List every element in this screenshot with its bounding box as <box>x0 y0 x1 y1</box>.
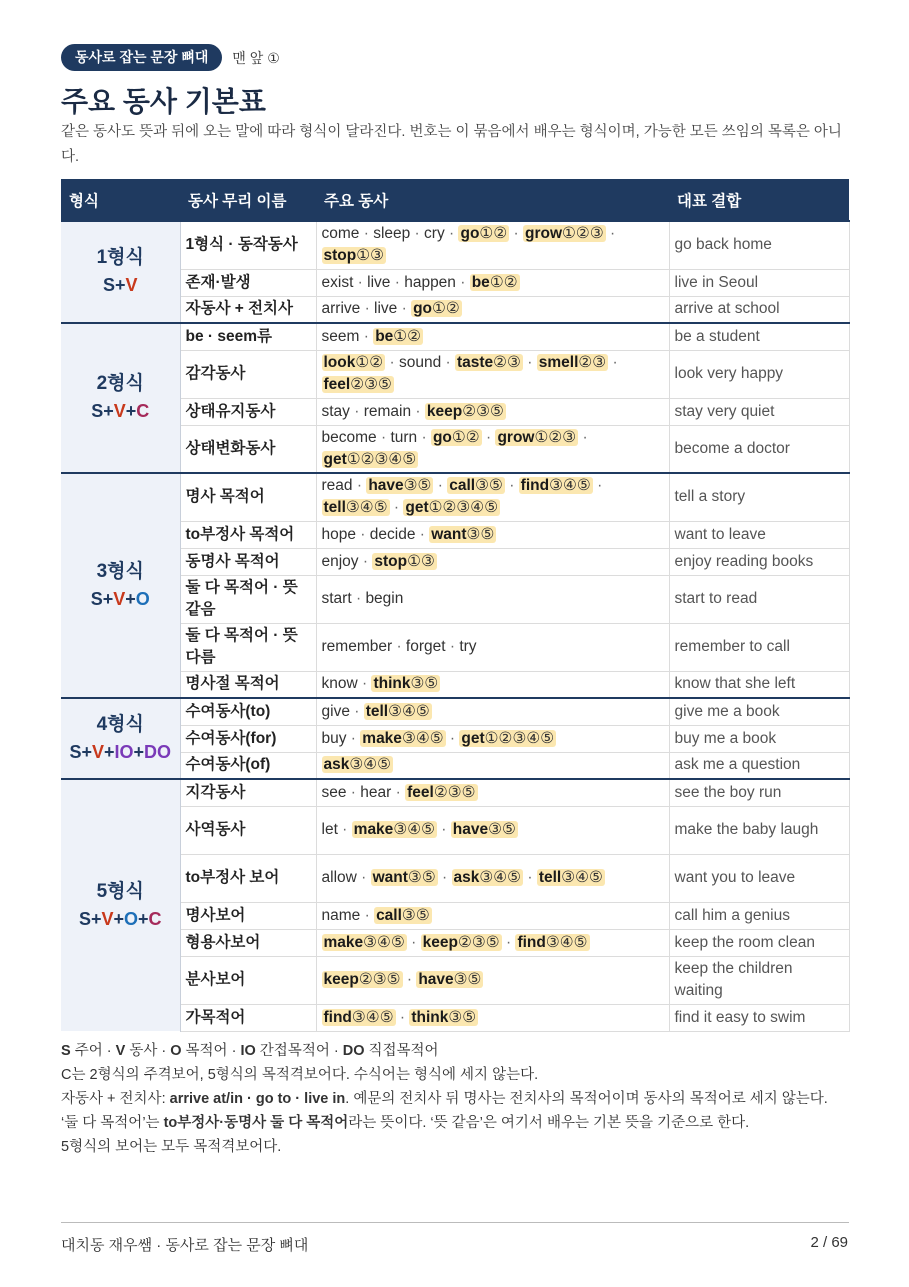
pattern-part: S <box>90 588 103 609</box>
example-phrase: enjoy reading books <box>669 548 849 575</box>
table-row <box>61 854 849 902</box>
pattern-part: + <box>81 741 92 762</box>
form-pattern <box>66 905 175 933</box>
verbs-cell: seem · be①② <box>316 323 669 350</box>
verb: come <box>321 225 360 243</box>
verbs-cell: keep②③⑤ · have③⑤ <box>316 956 669 1004</box>
example-phrase: start to read <box>669 575 849 623</box>
verb-table <box>61 179 850 1032</box>
form-cell <box>61 779 180 1031</box>
key-verb: keep②③⑤ <box>426 402 504 420</box>
table-row <box>61 725 849 752</box>
header-form: 형식 <box>61 179 180 221</box>
key-verb: go①② <box>460 225 508 243</box>
verbs-cell: know · think③⑤ <box>316 671 669 698</box>
key-verb: look①② <box>323 354 384 371</box>
notes-line3: 자동사 + 전치사: arrive at/in · go to · live in. 예문의 전치사 뒤 명사는 전치사의 목적어이며 동사의 목적어로 세지 않는다. <box>61 1091 828 1107</box>
key-verb: be①② <box>471 273 518 291</box>
verb: read <box>321 477 353 495</box>
form-cell <box>61 698 180 779</box>
verb: hope <box>321 525 356 543</box>
table-row <box>61 929 849 956</box>
verb: turn <box>390 428 418 446</box>
pattern-part: + <box>102 588 114 609</box>
verbs-cell: see · hear · feel②③⑤ <box>316 779 669 806</box>
key-verb: think③⑤ <box>373 675 439 693</box>
pattern-part: S <box>91 401 104 421</box>
verb: happen <box>404 273 456 291</box>
group-name: 명사절 목적어 <box>180 671 316 698</box>
example-phrase: live in Seoul <box>669 269 849 296</box>
example-phrase: look very happy <box>669 350 849 398</box>
verb: let <box>321 821 338 838</box>
verb: forget <box>405 638 446 655</box>
group-name: be · seem류 <box>180 323 316 350</box>
verb: seem <box>321 327 360 345</box>
verbs-cell: make③④⑤ · keep②③⑤ · find③④⑤ <box>316 929 669 956</box>
verbs-cell: allow · want③⑤ · ask③④⑤ · tell③④⑤ <box>316 854 669 902</box>
pattern-part: V <box>91 741 104 762</box>
example-phrase: want you to leave <box>669 854 849 902</box>
pattern-part: + <box>125 401 137 421</box>
example-phrase: see the boy run <box>669 779 849 806</box>
pattern-part: S <box>102 275 115 295</box>
table-header-row <box>61 179 849 221</box>
verb: decide <box>369 525 416 543</box>
table-row <box>61 806 849 854</box>
example-phrase: make the baby laugh <box>669 806 849 854</box>
key-verb: tell③④⑤ <box>365 702 430 720</box>
group-name: 둘 다 목적어 · 뜻 다름 <box>180 623 316 671</box>
verb: enjoy <box>321 552 359 570</box>
key-verb: keep②③⑤ <box>323 971 401 988</box>
example-phrase: give me a book <box>669 698 849 725</box>
verb: live <box>367 273 391 291</box>
key-verb: go①② <box>413 300 460 318</box>
form-cell <box>61 473 180 698</box>
table-row <box>61 425 849 473</box>
verb: give <box>321 702 350 720</box>
verbs-cell: arrive · live · go①② <box>316 296 669 323</box>
form-name: 2형식 <box>96 373 144 394</box>
form-name: 3형식 <box>96 560 144 582</box>
key-verb: call③⑤ <box>449 477 503 495</box>
table-row <box>61 269 849 296</box>
table-body <box>61 221 849 1031</box>
table-row <box>61 779 849 806</box>
example-phrase: ask me a question <box>669 752 849 779</box>
group-name: 사역동사 <box>180 806 316 854</box>
table-row <box>61 575 849 623</box>
verbs-cell: remember · forget · try <box>316 623 669 671</box>
table-row <box>61 956 849 1004</box>
pattern-part: + <box>90 908 102 929</box>
verbs-cell: come · sleep · cry · go①② · grow①②③ · stop①③ <box>316 221 669 269</box>
key-verb: ask③④⑤ <box>453 869 522 886</box>
verb: buy <box>321 729 347 747</box>
key-verb: find③④⑤ <box>517 933 588 951</box>
pattern-part: + <box>138 908 149 929</box>
key-verb: go①② <box>432 428 480 446</box>
example-phrase: arrive at school <box>669 296 849 323</box>
verb: know <box>321 675 358 693</box>
form-cell <box>61 323 180 473</box>
key-verb: smell②③ <box>538 354 607 371</box>
verb: see <box>321 783 347 801</box>
key-verb: make③④⑤ <box>353 821 435 838</box>
table-row <box>61 752 849 779</box>
key-verb: make③④⑤ <box>362 729 444 747</box>
verbs-cell: give · tell③④⑤ <box>316 698 669 725</box>
verb: remember <box>321 638 393 655</box>
verb: allow <box>321 869 357 886</box>
form-pattern <box>66 397 175 425</box>
pattern-part: + <box>133 741 145 762</box>
group-name: 상태유지동사 <box>180 398 316 425</box>
example-phrase: want to leave <box>669 521 849 548</box>
example-phrase: call him a genius <box>669 902 849 929</box>
group-name: 지각동사 <box>180 779 316 806</box>
table-row <box>61 902 849 929</box>
key-verb: want③⑤ <box>431 525 495 543</box>
pattern-part: + <box>103 401 114 421</box>
verbs-cell: enjoy · stop①③ <box>316 548 669 575</box>
key-verb: stop①③ <box>323 247 385 265</box>
form-pattern <box>66 585 175 613</box>
example-phrase: go back home <box>669 221 849 269</box>
pattern-part: + <box>125 588 136 609</box>
key-verb: have③⑤ <box>418 971 482 988</box>
key-verb: keep②③⑤ <box>422 933 500 951</box>
notes-legend: S 주어 · V 동사 · O 목적어 · IO 간접목적어 · DO 직접목적어 <box>61 1043 439 1059</box>
verb: live <box>374 300 398 318</box>
verbs-cell: name · call③⑤ <box>316 902 669 929</box>
footer-title: 대치동 재우쌤 · 동사로 잡는 문장 뼈대 <box>61 1237 309 1254</box>
group-name: 가목적어 <box>180 1004 316 1031</box>
key-verb: feel②③⑤ <box>323 376 392 393</box>
table-row <box>61 473 849 521</box>
table-row <box>61 398 849 425</box>
group-name: 자동사 + 전치사 <box>180 296 316 323</box>
key-verb: get①②③④⑤ <box>461 729 555 747</box>
pattern-part: O <box>124 908 139 929</box>
form-pattern <box>66 271 175 299</box>
pattern-part: + <box>104 741 115 762</box>
example-phrase: be a student <box>669 323 849 350</box>
verbs-cell: start · begin <box>316 575 669 623</box>
pattern-part: V <box>113 588 126 609</box>
key-verb: get①②③④⑤ <box>323 450 417 468</box>
verb: sleep <box>373 225 411 243</box>
pattern-part: DO <box>144 741 172 762</box>
form-name: 4형식 <box>96 713 144 735</box>
key-verb: grow①②③ <box>497 428 577 446</box>
table-row <box>61 296 849 323</box>
example-phrase: buy me a book <box>669 725 849 752</box>
table-row <box>61 1004 849 1031</box>
verbs-cell: stay · remain · keep②③⑤ <box>316 398 669 425</box>
page-description: 같은 동사도 뜻과 뒤에 오는 말에 따라 형식이 달라진다. 번호는 이 묶음에서 배우는 형식이며, 가능한 모든 쓰임의 목록은 아니다. <box>61 124 842 165</box>
page-number: 2 / 69 <box>810 1234 848 1251</box>
group-name: 수여동사(for) <box>180 725 316 752</box>
example-phrase: keep the room clean <box>669 929 849 956</box>
group-name: 명사 목적어 <box>180 473 316 521</box>
verb: arrive <box>321 300 361 318</box>
key-verb: tell③④⑤ <box>323 499 388 517</box>
table-row <box>61 548 849 575</box>
key-verb: have③⑤ <box>368 477 432 495</box>
page-title: 주요 동사 기본표 <box>61 86 266 117</box>
page-header <box>61 44 280 71</box>
verbs-cell <box>316 752 669 779</box>
verb: cry <box>424 225 445 243</box>
group-name: 1형식 · 동작동사 <box>180 221 316 269</box>
key-verb: make③④⑤ <box>323 933 405 951</box>
header-verbs: 주요 동사 <box>316 179 669 221</box>
verbs-cell: find③④⑤ · think③⑤ <box>316 1004 669 1031</box>
example-phrase: remember to call <box>669 623 849 671</box>
notes-line2: C는 2형식의 주격보어, 5형식의 목적격보어다. 수식어는 형식에 세지 않는다. <box>61 1067 539 1083</box>
group-name: 둘 다 목적어 · 뜻 같음 <box>180 575 316 623</box>
verb: become <box>321 428 377 446</box>
pattern-part: + <box>113 908 125 929</box>
section-pill: 동사로 잡는 문장 뼈대 <box>61 44 222 71</box>
key-verb: grow①②③ <box>525 225 604 243</box>
pattern-part: V <box>101 908 114 929</box>
pattern-part: V <box>125 275 138 295</box>
table-row <box>61 350 849 398</box>
pattern-part: + <box>114 275 126 295</box>
example-phrase: become a doctor <box>669 425 849 473</box>
table-row <box>61 323 849 350</box>
verbs-cell: read · have③⑤ · call③⑤ · find③④⑤ · tell③④⑤ · get①②③④⑤ <box>316 473 669 521</box>
verb: sound <box>398 354 442 371</box>
example-phrase: keep the children waiting <box>669 956 849 1004</box>
verb: name <box>321 906 361 924</box>
key-verb: stop①③ <box>374 552 435 570</box>
key-verb: have③⑤ <box>452 821 516 838</box>
pattern-part: V <box>113 401 126 421</box>
group-name: to부정사 보어 <box>180 854 316 902</box>
table-row <box>61 671 849 698</box>
example-phrase: find it easy to swim <box>669 1004 849 1031</box>
key-verb: find③④⑤ <box>323 1008 394 1026</box>
table-row <box>61 698 849 725</box>
section-sub: 맨 앞 ① <box>232 49 280 66</box>
notes-line4: ‘둘 다 목적어’는 to부정사·동명사 둘 다 목적어라는 뜻이다. ‘뜻 같음’은 여기서 배우는 기본 뜻을 기준으로 한다. <box>61 1115 750 1131</box>
pattern-part: C <box>148 908 162 929</box>
pattern-part: O <box>135 588 150 609</box>
group-name: 수여동사(of) <box>180 752 316 779</box>
form-name: 1형식 <box>96 247 144 268</box>
header-group: 동사 무리 이름 <box>180 179 316 221</box>
key-verb: tell③④⑤ <box>538 869 603 886</box>
table-row <box>61 623 849 671</box>
verbs-cell: look①② · sound · taste②③ · smell②③ · feel②③⑤ <box>316 350 669 398</box>
verb: try <box>459 638 477 655</box>
key-verb: get①②③④⑤ <box>405 499 499 517</box>
group-name: 명사보어 <box>180 902 316 929</box>
pattern-part: S <box>78 908 91 929</box>
group-name: 수여동사(to) <box>180 698 316 725</box>
group-name: to부정사 목적어 <box>180 521 316 548</box>
verbs-cell: hope · decide · want③⑤ <box>316 521 669 548</box>
verbs-cell: become · turn · go①② · grow①②③ · get①②③④⑤ <box>316 425 669 473</box>
verbs-cell: buy · make③④⑤ · get①②③④⑤ <box>316 725 669 752</box>
group-name: 형용사보어 <box>180 929 316 956</box>
group-name: 분사보어 <box>180 956 316 1004</box>
group-name: 상태변화동사 <box>180 425 316 473</box>
verbs-cell: let · make③④⑤ · have③⑤ <box>316 806 669 854</box>
header-example: 대표 결합 <box>669 179 849 221</box>
key-verb: feel②③⑤ <box>407 783 476 801</box>
verb: remain <box>363 402 412 420</box>
key-verb: call③⑤ <box>376 906 430 924</box>
verb: stay <box>321 402 350 420</box>
verb: begin <box>365 590 404 607</box>
pattern-part: C <box>136 401 150 421</box>
key-verb: find③④⑤ <box>520 477 591 495</box>
table-row <box>61 221 849 269</box>
key-verb: think③⑤ <box>411 1008 477 1026</box>
form-name: 5형식 <box>96 880 144 902</box>
key-verb: be①② <box>375 327 422 345</box>
key-verb: want③⑤ <box>372 869 436 886</box>
group-name: 동명사 목적어 <box>180 548 316 575</box>
form-pattern <box>66 738 175 766</box>
verb: exist <box>321 273 354 291</box>
pattern-part: IO <box>114 741 134 762</box>
example-phrase: tell a story <box>669 473 849 521</box>
group-name: 존재·발생 <box>180 269 316 296</box>
key-verb: taste②③ <box>456 354 521 371</box>
table-row <box>61 521 849 548</box>
key-verb: ask③④⑤ <box>323 756 392 774</box>
footer-divider <box>61 1222 849 1223</box>
verbs-cell: exist · live · happen · be①② <box>316 269 669 296</box>
notes <box>61 1039 851 1159</box>
example-phrase: know that she left <box>669 671 849 698</box>
pattern-part: S <box>69 741 82 762</box>
verb: hear <box>360 783 392 801</box>
example-phrase: stay very quiet <box>669 398 849 425</box>
verb: start <box>321 590 352 607</box>
form-cell <box>61 221 180 323</box>
notes-line5: 5형식의 보어는 모두 목적격보어다. <box>61 1139 282 1155</box>
group-name: 감각동사 <box>180 350 316 398</box>
